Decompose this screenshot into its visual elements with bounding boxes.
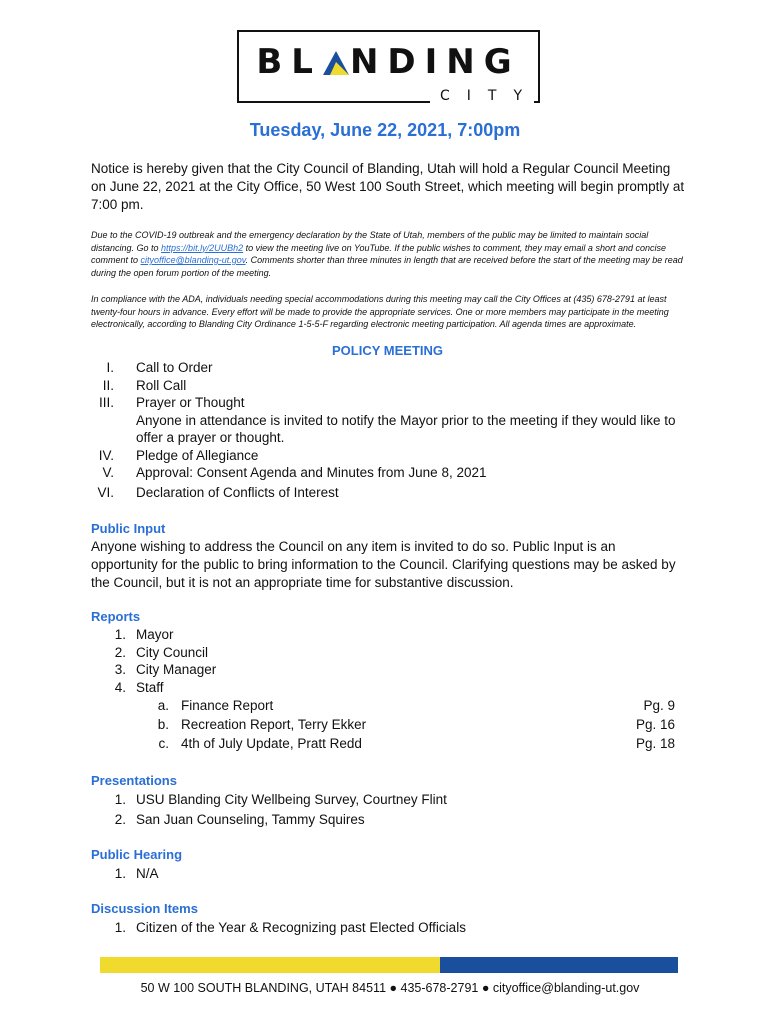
meeting-title: Tuesday, June 22, 2021, 7:00pm (249, 120, 521, 140)
public-input-title: Public Input (91, 521, 166, 536)
public-input-text: Anyone wishing to address the Council on any item is invited to do so. Public Input is an opportunity for the public to bring information to the Council. Clarifying questions may be asked by the Council, but it is not an appropriate time for substantive discussion. (91, 539, 676, 590)
item-number: II. (102, 377, 114, 393)
staff-reports-list (155, 696, 675, 753)
logo-city: CITY (440, 88, 540, 104)
list-item-note (80, 412, 700, 447)
policy-agenda-list (80, 359, 700, 501)
item-text: Declaration of Conflicts of Interest (136, 484, 339, 500)
item-number (80, 412, 136, 447)
reports-title: Reports (91, 609, 141, 624)
item-text: Citizen of the Year & Recognizing past Elected Officials (136, 920, 466, 935)
list-item (80, 484, 700, 502)
logo-word-before: BL (256, 42, 322, 82)
discussion-items-title: Discussion Items (91, 901, 198, 916)
item-text: 4th of July Update, Pratt Redd (181, 736, 362, 751)
item-text: Finance Report (181, 698, 274, 713)
item-number: 2. (114, 811, 126, 827)
item-letter: c. (158, 736, 169, 751)
footer-bar-blue (440, 957, 678, 973)
item-letter: b. (157, 717, 169, 732)
item-number: 1. (114, 792, 126, 807)
list-item (110, 919, 466, 937)
item-text: N/A (136, 866, 159, 881)
footer-bar-yellow (100, 957, 440, 973)
item-text: Call to Order (136, 360, 213, 375)
list-item (155, 696, 675, 715)
item-number: 3. (114, 662, 126, 677)
item-text: Roll Call (136, 377, 187, 393)
list-item (80, 377, 700, 395)
item-number: 1. (114, 627, 126, 642)
covid-notice (91, 229, 691, 279)
logo-frame-line (237, 101, 430, 103)
reports-list (110, 626, 216, 696)
covid-text-2: to view the meeting live on YouTube. If the public wishes to comment, they may email a short and concise comment to (91, 242, 666, 265)
item-text: USU Blanding City Wellbeing Survey, Courtney Flint (136, 792, 447, 807)
youtube-link[interactable]: https://bit.ly/2UUBh2 (161, 242, 244, 253)
list-item (155, 715, 675, 734)
item-page: Pg. 16 (635, 717, 675, 732)
item-number: 1. (114, 920, 126, 935)
item-text: Mayor (136, 627, 174, 642)
item-text: Recreation Report, Terry Ekker (181, 717, 367, 732)
item-number: V. (102, 465, 114, 480)
item-text: Staff (136, 679, 164, 695)
ada-notice: In compliance with the ADA, individuals needing special accommodations during this meeting may call the City Offices at (435) 678-2791 at least twenty-four hours in advance. Every effort will be made to provide the appropriate services. One or more members may participate in the meeting electronically, according to Blanding City Ordinance 1-5-5-F regarding electronic meeting participation. All agenda times are approximate. (91, 294, 669, 329)
item-number: III. (98, 395, 114, 410)
item-number: 2. (114, 644, 126, 660)
item-text: Pledge of Allegiance (136, 447, 259, 463)
list-item (110, 679, 216, 697)
list-item (110, 661, 216, 679)
list-item (110, 811, 447, 829)
list-item (110, 865, 159, 883)
item-number: 1. (114, 866, 126, 881)
list-item (110, 644, 216, 662)
item-text: Approval: Consent Agenda and Minutes from June 8, 2021 (136, 465, 487, 480)
list-item (80, 394, 700, 412)
logo-word-after: NDING (349, 42, 521, 82)
item-text: San Juan Counseling, Tammy Squires (136, 811, 365, 827)
item-number: 4. (114, 679, 126, 695)
policy-meeting-title: POLICY MEETING (332, 343, 443, 358)
logo-wordmark (237, 42, 540, 85)
mountain-logo-icon (322, 45, 350, 85)
item-text: Anyone in attendance is invited to notify the Mayor prior to the meeting if they would like to offer a prayer or thought. (136, 412, 676, 445)
item-text: City Council (136, 644, 209, 660)
footer-contact: 50 W 100 SOUTH BLANDING, UTAH 84511 ● 435-678-2791 ● cityoffice@blanding-ut.gov (140, 981, 640, 995)
list-item (80, 359, 700, 377)
item-page: Pg. 18 (635, 736, 675, 751)
presentations-list (110, 791, 447, 828)
item-number: VI. (97, 484, 114, 500)
public-hearing-list (110, 865, 159, 883)
discussion-list (110, 919, 466, 937)
covid-text-3: . Comments shorter than three minutes in length that are received before the start of the meeting may be read during the open forum portion of the meeting. (91, 255, 683, 278)
item-text: City Manager (136, 662, 217, 677)
item-letter: a. (157, 698, 169, 713)
covid-text-1: Due to the COVID-19 outbreak and the emergency declaration by the State of Utah, members of the public may be limited to maintain social distancing. Go to (91, 230, 649, 253)
notice-paragraph: Notice is hereby given that the City Council of Blanding, Utah will hold a Regular Council Meeting on June 22, 2021 at the City Office, 50 West 100 South Street, which meeting will begin promptly at 7:00 pm. (91, 161, 685, 212)
item-number: I. (106, 360, 114, 375)
list-item (110, 626, 216, 644)
list-item (80, 447, 700, 465)
list-item (80, 464, 700, 482)
item-text: Prayer or Thought (136, 395, 245, 410)
email-link[interactable]: cityoffice@blanding-ut.gov (140, 255, 246, 265)
item-page: Pg. 9 (643, 698, 675, 713)
list-item (110, 791, 447, 809)
list-item (155, 734, 675, 753)
presentations-title: Presentations (91, 773, 177, 788)
public-hearing-title: Public Hearing (91, 847, 183, 862)
item-number: IV. (98, 447, 114, 463)
